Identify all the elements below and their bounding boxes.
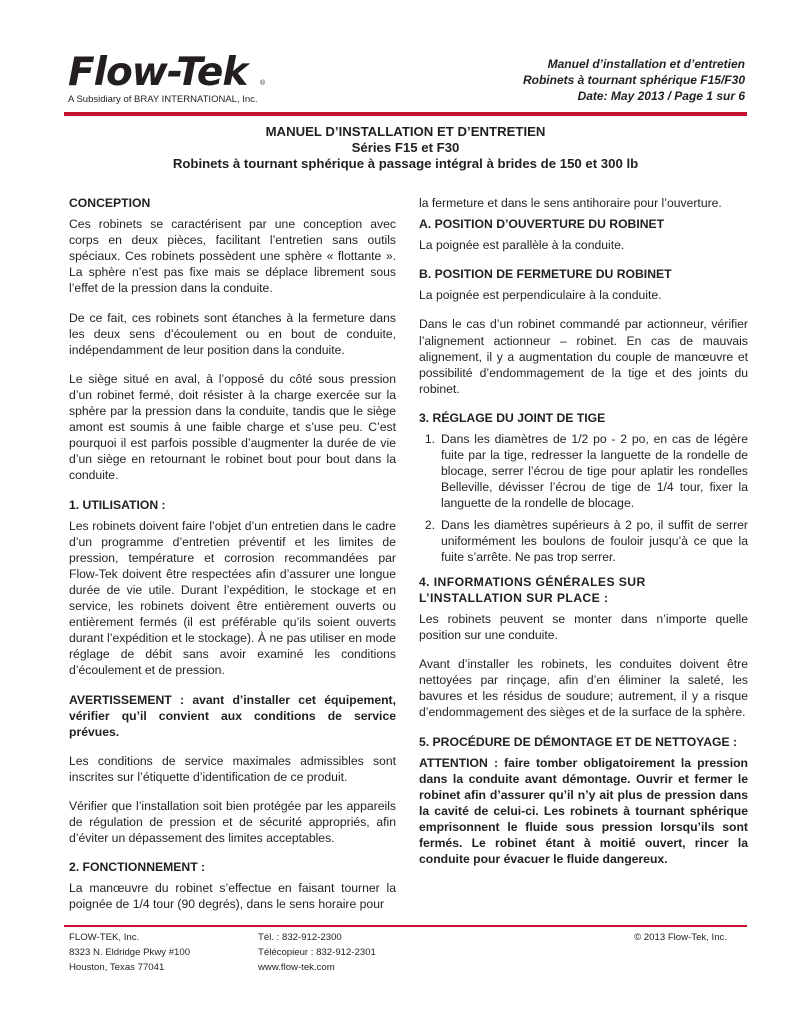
title-line-1: MANUEL D’INSTALLATION ET D’ENTRETIEN (265, 124, 546, 139)
footer-company: FLOW-TEK, Inc. (69, 932, 140, 943)
footer-tel: Tél. : 832-912-2300 (258, 932, 342, 943)
section-heading-demontage: 5. PROCÉDURE DE DÉMONTAGE ET DE NETTOYAGE : (419, 734, 738, 749)
paragraph: De ce fait, ces robinets sont étanches à la fermeture dans les deux sens d’écoulement ou en bout de conduite, indépendamment de leur position dans la conduite. (69, 310, 396, 357)
footer-address-line2: Houston, Texas 77041 (69, 962, 165, 973)
document-title (64, 124, 747, 172)
section-heading-informations: 4. INFORMATIONS GÉNÉRALES SUR L’INSTALLATION SUR PLACE : (419, 574, 646, 605)
paragraph: la fermeture et dans le sens antihoraire pour l’ouverture. (419, 196, 722, 210)
warning-text: AVERTISSEMENT : avant d’installer cet équipement, vérifier qu’il convient aux conditions de service prévues. (69, 692, 396, 739)
logo-wordmark: Flow-Tek (68, 50, 248, 95)
subheading-position-a: A. POSITION D’OUVERTURE DU ROBINET (419, 217, 665, 232)
section-heading-fonctionnement: 2. FONCTIONNEMENT : (69, 860, 206, 875)
logo-subsidiary: A Subsidiary of BRAY INTERNATIONAL, Inc. (68, 94, 258, 105)
subheading-position-b: B. POSITION DE FERMETURE DU ROBINET (419, 267, 672, 282)
header-product: Robinets à tournant sphérique F15/F30 (522, 73, 745, 87)
registered-mark: ® (260, 80, 266, 87)
title-line-2: Séries F15 et F30 (351, 140, 460, 155)
paragraph: Les conditions de service maximales admissibles sont inscrites sur l’étiquette d’identification de ce produit. (69, 753, 396, 784)
paragraph: Les robinets peuvent se monter dans n’importe quelle position sur une conduite. (419, 611, 748, 643)
paragraph: La poignée est parallèle à la conduite. (419, 238, 625, 253)
footer-address-line1: 8323 N. Eldridge Pkwy #100 (69, 947, 191, 958)
footer-address (69, 930, 190, 975)
footer-divider (64, 925, 747, 927)
list-number: 1. (424, 432, 435, 447)
paragraph: Ces robinets se caractérisent par une conception avec corps en deux pièces, facilitant l’entretien sans outils spéciaux. Ces robinets possèdent une sphère « flottante ». La sphère n’est pas fixe mais se déplace librement sous l’effet de la pression dans la conduite. (69, 217, 396, 296)
paragraph: La poignée est perpendiculaire à la conduite. (419, 288, 662, 303)
right-column (419, 195, 748, 880)
paragraph: Les robinets doivent faire l’objet d’un entretien dans le cadre d’un programme d’entretien préventif et les limites de pression, température et corrosion recommandées par Flow-Tek doivent être respectées afin d’assurer une longue durée de vie utile. Durant l’expédition, le stockage et en service, les robinets doivent être entièrement ouverts ou entièrement fermés (il est préférable qu’ils soient ouverts durant l’expédition et le stockage). À ne pas utiliser en mode réglage de débit sans avoir examiné les conditions d’écoulement et de pression. (69, 518, 396, 678)
section-heading-utilisation: 1. UTILISATION : (69, 497, 166, 512)
list-number: 2. (424, 517, 435, 532)
list-item (419, 431, 748, 511)
list-item (419, 517, 748, 565)
header-date-page: Date: May 2013 / Page 1 sur 6 (577, 89, 745, 103)
reglage-list (419, 431, 748, 565)
footer-copyright: © 2013 Flow-Tek, Inc. (634, 932, 727, 943)
section-heading-conception: CONCEPTION (69, 196, 151, 210)
paragraph: La manœuvre du robinet s’effectue en faisant tourner la poignée de 1/4 tour (90 degrés), dans le sens horaire pour (69, 881, 396, 912)
paragraph: Vérifier que l’installation soit bien protégée par les appareils de régulation de pression et de sécurité appropriés, afin d’éviter un dépassement des limites acceptables. (69, 799, 396, 846)
attention-text: ATTENTION : faire tomber obligatoirement la pression dans la conduite avant démontage. Ouvrir et fermer le robinet afin d’assurer qu’il n’y ait plus de pression dans la cavité de celui-ci. Les robinets à tournant sphérique emprisonnent le fluide sous pression lorsqu’ils sont fermés. Le robinet étant à moitié ouvert, rincer la conduite pour évacuer le fluide dangereux. (419, 755, 748, 867)
header-divider (64, 112, 747, 116)
footer-website-link[interactable]: www.flow-tek.com (258, 962, 335, 973)
footer-contact (258, 930, 376, 975)
header-manual-title: Manuel d’installation et d’entretien (547, 57, 745, 71)
paragraph: Avant d’installer les robinets, les conduites doivent être nettoyées par rinçage, afin d’en éliminer la saleté, les bavures et les résidus de soudure; autrement, il y a risque d’endommagement des sièges et de la surface de la sphère. (419, 657, 748, 720)
footer-fax: Télécopieur : 832-912-2301 (258, 947, 376, 958)
document-header (523, 56, 745, 104)
paragraph: Le siège situé en aval, à l’opposé du côté sous pression d’un robinet fermé, doit résister à la charge exercée sur la sphère par la pression dans la conduite, tandis que le siège amont est soumis à une faible charge et s’use peu. C’est pourquoi il est parfois possible d’augmenter la durée de vie d’un siège en retournant le robinet bout pour bout dans la conduite. (69, 371, 396, 483)
paragraph: Dans le cas d’un robinet commandé par actionneur, vérifier l’alignement actionneur – robinet. En cas de mauvais alignement, il y a augmentation du couple de manœuvre et possibilité d’endommagement de la tige et des joints du robinet. (419, 317, 748, 396)
title-line-3: Robinets à tournant sphérique à passage intégral à brides de 150 et 300 lb (172, 156, 639, 171)
company-logo (68, 52, 268, 110)
section-heading-reglage: 3. RÉGLAGE DU JOINT DE TIGE (419, 410, 606, 425)
list-text: Dans les diamètres supérieurs à 2 po, il suffit de serrer uniformément les boulons de fouloir jusqu’à ce que la fuite s’arrête. Ne pas trop serrer. (441, 517, 748, 564)
left-column (69, 195, 396, 926)
list-text: Dans les diamètres de 1/2 po - 2 po, en cas de légère fuite par la tige, redresser la languette de la rondelle de blocage, serrer l’écrou de tige pour aplatir les rondelles Belleville, dévisser l’écrou de tige de 1/4 tour, fixer la languette de la rondelle de blocage. (441, 432, 748, 511)
